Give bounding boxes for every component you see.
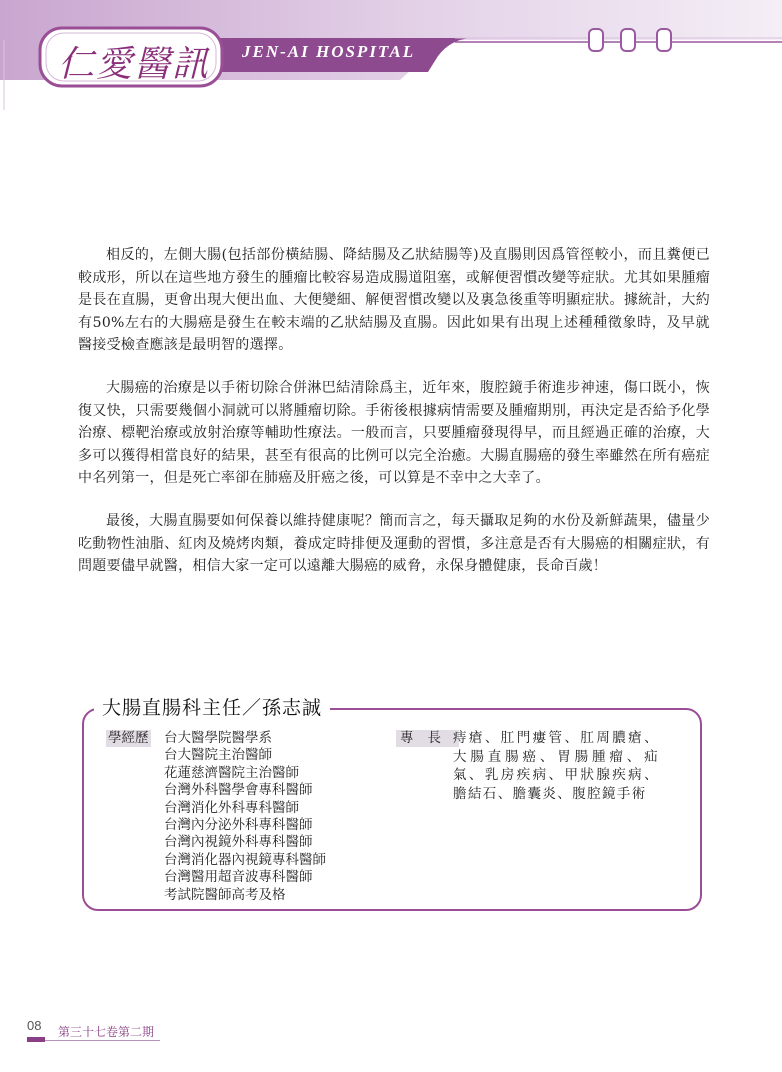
article-paragraph-1: 相反的，左側大腸(包括部份橫結腸、降結腸及乙狀結腸等)及直腸則因爲管徑較小，而且糞便已較成形，所以在這些地方發生的腫瘤比較容易造成腸道阻塞，或解便習慣改變等症狀。尤其如果腫瘤是長在直腸，更會出現大便出血、大便變細、解便習慣改變以及裏急後重等明顯症狀。據統計，大約有50%左右的大腸癌是發生在較末端的乙狀結腸及直腸。因此如果有出現上述種種徵象時，及早就醫接受檢查應該是最明智的選擇。 xyxy=(78,247,710,354)
education-item: 台灣消化器內視鏡專科醫師 xyxy=(164,851,326,868)
hospital-name: JEN-AI HOSPITAL xyxy=(242,42,416,61)
article-paragraph-3: 最後，大腸直腸要如何保養以維持健康呢？簡而言之，每天攝取足夠的水份及新鮮蔬果，儘量少吃動物性油脂、紅肉及燒烤肉類，養成定時排便及運動的習慣，多注意是否有大腸癌的相關症狀，有問題要儘早就醫，相信大家一定可以遠離大腸癌的威脅，永保身體健康，長命百歲！ xyxy=(78,512,710,575)
footer-bar xyxy=(27,1037,45,1042)
page-number: 08 xyxy=(27,1018,42,1033)
education-item: 考試院醫師高考及格 xyxy=(164,886,286,903)
education-item: 台大醫學院醫學系 xyxy=(164,730,272,746)
education-item: 台灣消化外科專科醫師 xyxy=(164,799,299,816)
specialty-label: 專長 xyxy=(396,730,459,747)
education-item: 台灣外科醫學會專科醫師 xyxy=(164,782,313,799)
page-header xyxy=(0,0,782,110)
specialty-text: 痔瘡、肛門瘻管、肛周膿瘡、大腸直腸癌、胃腸腫瘤、疝氣、乳房疾病、甲狀腺疾病、膽結石、膽囊炎、腹腔鏡手術 xyxy=(453,730,659,802)
decor-pill-2 xyxy=(620,28,636,52)
decor-pill-1 xyxy=(588,28,604,52)
education-item: 台灣醫用超音波專科醫師 xyxy=(164,869,313,886)
author-title: 大腸直腸科主任／孫志誠 xyxy=(94,693,330,720)
logo-text: 仁愛醫訊 xyxy=(58,44,211,85)
education-item: 台大醫院主治醫師 xyxy=(164,747,272,764)
education-label: 學經歷 xyxy=(108,730,149,746)
decor-pill-3 xyxy=(656,28,672,52)
education-item: 台灣內視鏡外科專科醫師 xyxy=(164,834,313,851)
article-body xyxy=(78,244,710,598)
education-list xyxy=(164,730,326,904)
issue-label: 第三十七卷第二期 xyxy=(58,1025,155,1039)
footer-line xyxy=(45,1040,160,1041)
article-paragraph-2: 大腸癌的治療是以手術切除合併淋巴結清除爲主，近年來，腹腔鏡手術進步神速，傷口既小，恢復又快，只需要幾個小洞就可以將腫瘤切除。手術後根據病情需要及腫瘤期別，再決定是否給予化學治療、標靶治療或放射治療等輔助性療法。一般而言，只要腫瘤發現得早，而且經過正確的治療，大多可以獲得相當良好的結果，甚至有很高的比例可以完全治癒。大腸直腸癌的發生率雖然在所有癌症中名列第一，但是死亡率卻在肺癌及肝癌之後，可以算是不幸中之大幸了。 xyxy=(78,379,710,487)
education-item: 台灣內分泌外科專科醫師 xyxy=(164,817,313,834)
education-item: 花蓮慈濟醫院主治醫師 xyxy=(164,764,299,781)
